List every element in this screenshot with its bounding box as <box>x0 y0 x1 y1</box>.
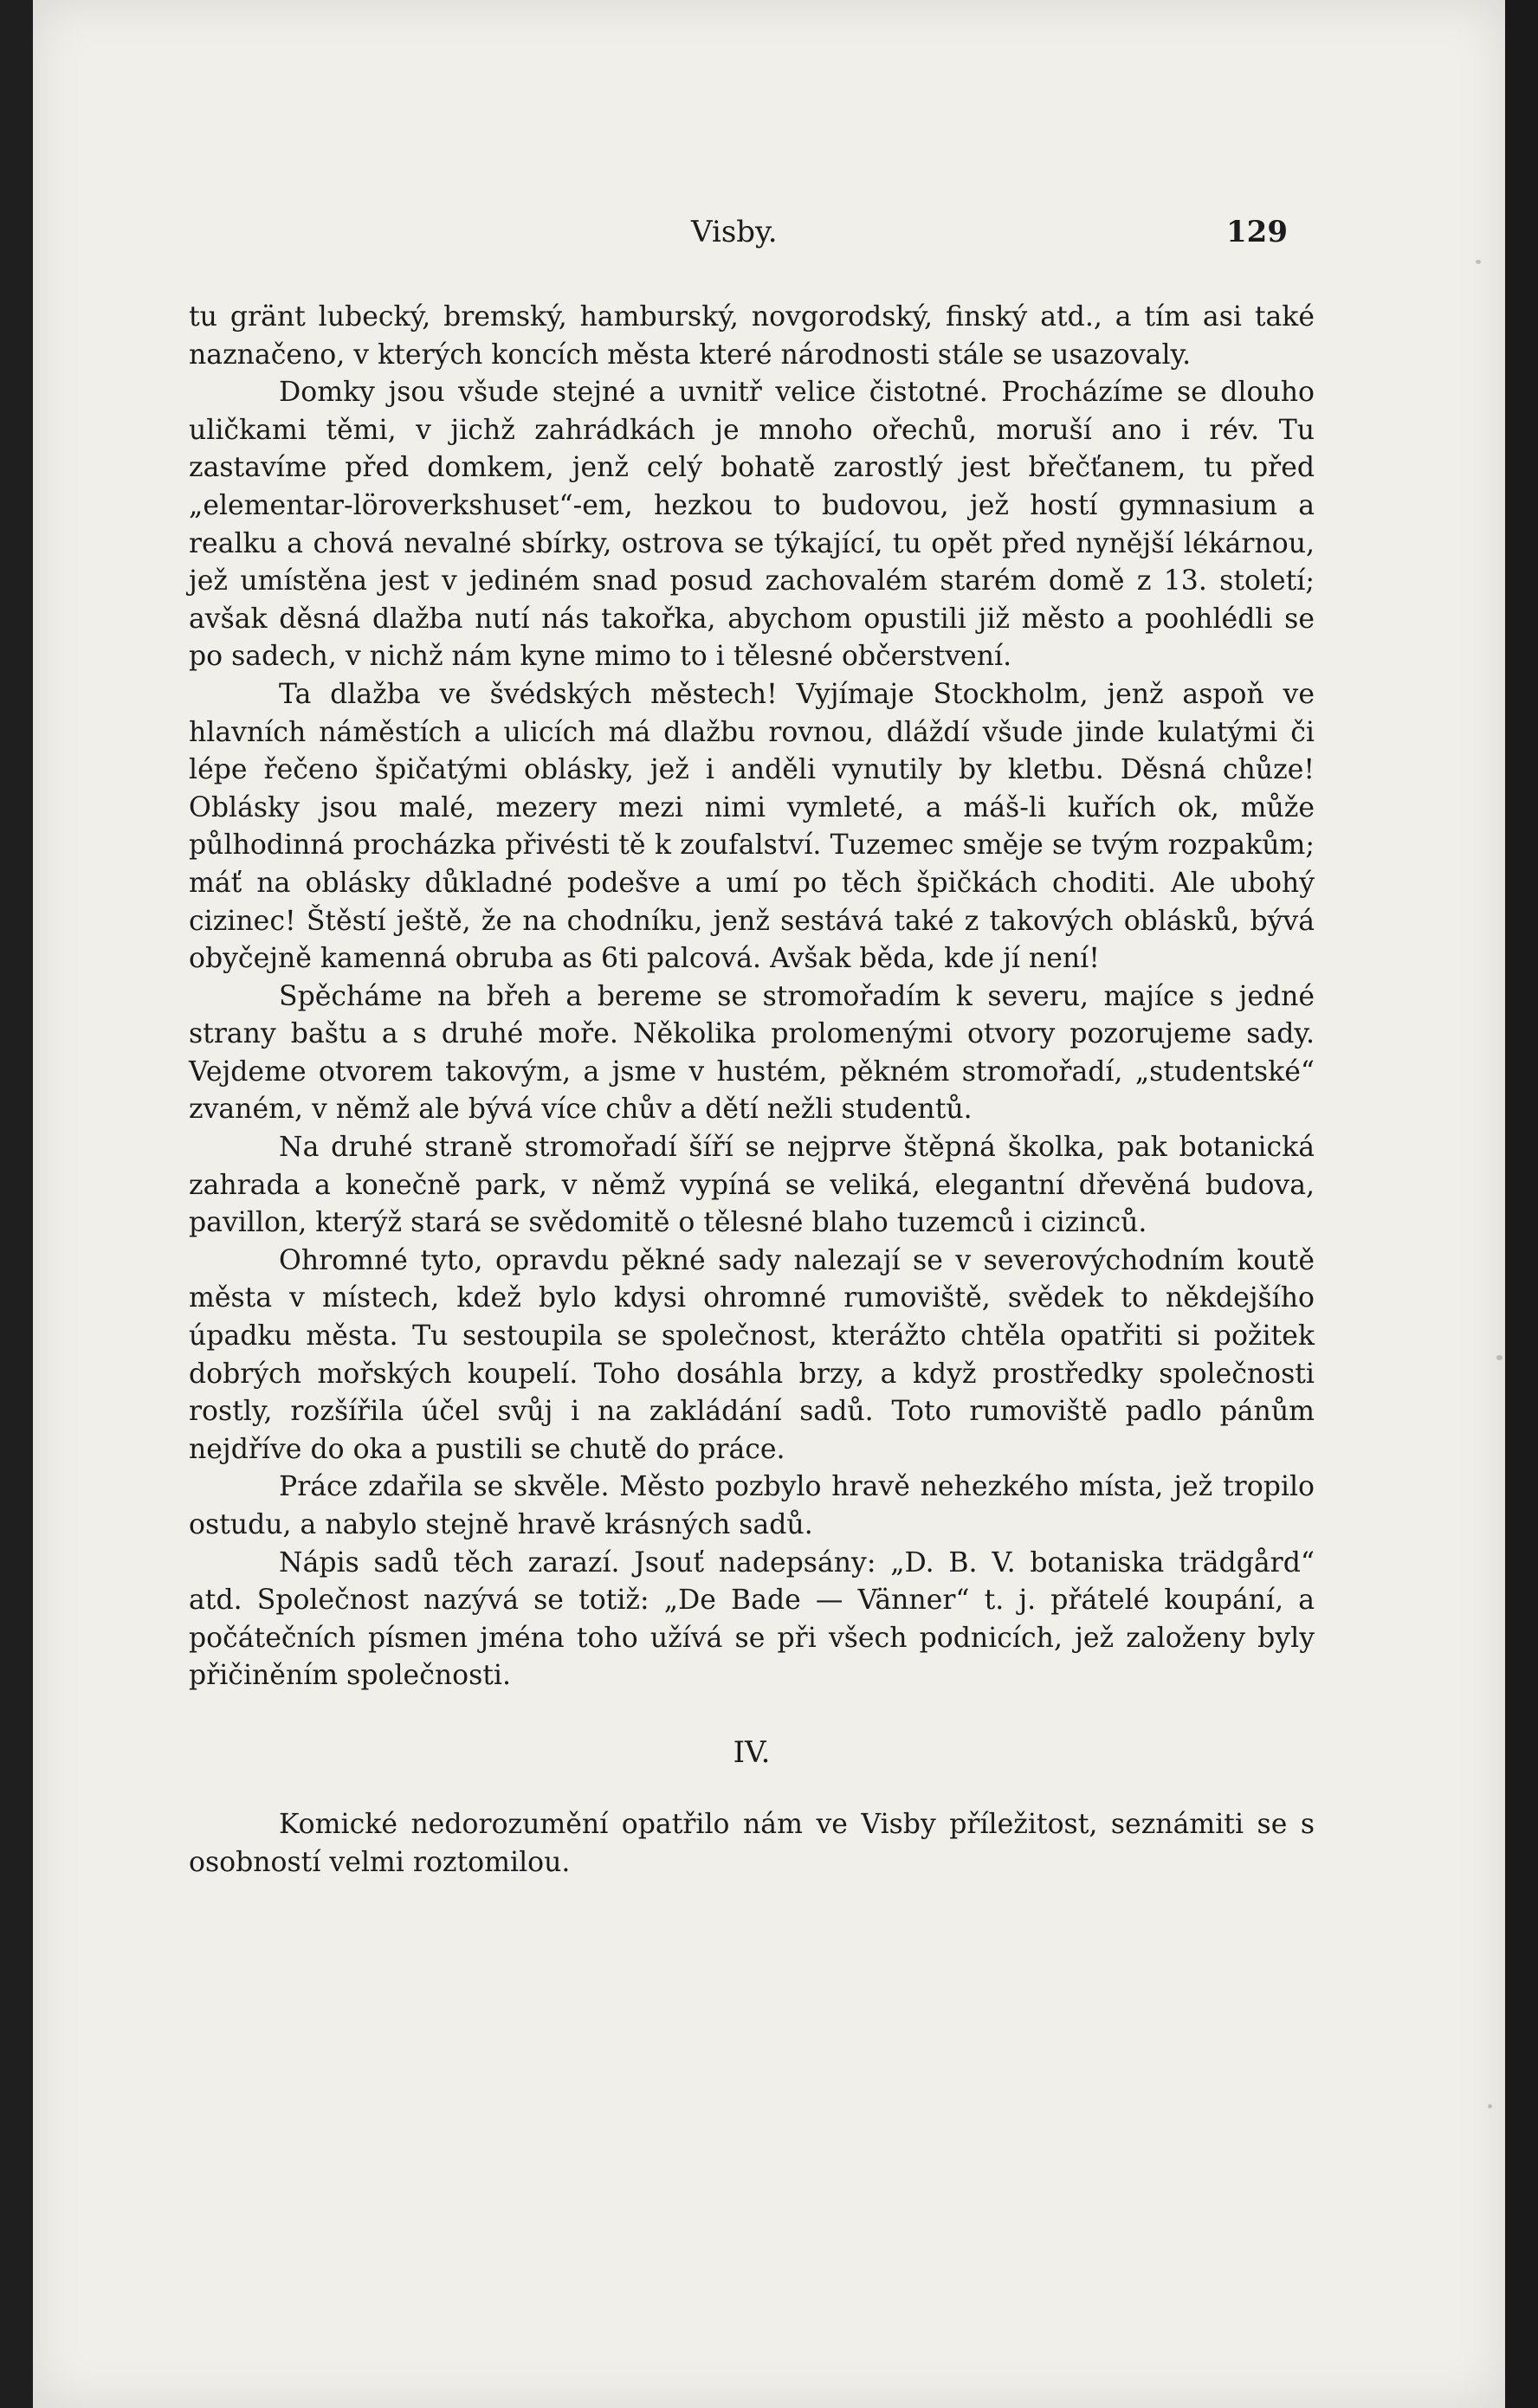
paragraph-6: Ohromné tyto, opravdu pěkné sady nalezají se v severovýchodním koutě města v místech, kdež bylo kdysi ohromné rumoviště, svědek to někdejšího úpadku města. Tu sestoupila se společnost, kterážto chtěla opatřiti si požitek dobrých mořských koupelí. Toho dosáhla brzy, a když prostředky společnosti rostly, rozšířila účel svůj i na zakládání sadů. Toto rumoviště padlo pánům nejdříve do oka a pustili se chutě do práce. <box>189 1244 1315 1465</box>
body-text <box>189 299 1315 1882</box>
paragraph-4: Spěcháme na břeh a bereme se stromořadím k severu, majíce s jedné strany baštu a s druhé moře. Několika prolomenými otvory pozorujeme sady. Vejdeme otvorem takovým, a jsme v hustém, pěkném stromořadí, „studentské“ zvaném, v němž ale bývá více chův a dětí nežli studentů. <box>189 980 1315 1126</box>
book-page <box>33 0 1505 2408</box>
paragraph-3: Ta dlažba ve švédských městech! Vyjímaje Stockholm, jenž aspoň ve hlavních náměstích a ulicích má dlažbu rovnou, dláždí všude jinde kulatými či lépe řečeno špičatými oblásky, jež i anděli vynutily by kletbu. Děsná chůze! Oblásky jsou malé, mezery mezi nimi vymleté, a máš-li kuřích ok, může půlhodinná procházka přivésti tě k zoufalství. Tuzemec směje se tvým rozpakům; máť na oblásky důkladné podešve a umí po těch špičkách choditi. Ale ubohý cizinec! Štěstí ještě, že na chodníku, jenž sestává také z takových oblásků, bývá obyčejně kamenná obruba as 6ti palcová. Avšak běda, kde jí není! <box>189 678 1315 975</box>
header-title: Visby. <box>691 215 778 249</box>
paragraph-5: Na druhé straně stromořadí šíří se nejprve štěpná školka, pak botanická zahrada a konečně park, v němž vypíná se veliká, elegantní dřevěná budova, pavillon, kterýž stará se svědomitě o tělesné blaho tuzemců i cizinců. <box>189 1132 1315 1239</box>
closing-paragraph: Komické nedorozumění opatřilo nám ve Visby příležitost, seznámiti se s osobností velmi roztomilou. <box>189 1808 1315 1878</box>
paragraph-7: Práce zdařila se skvěle. Město pozbylo hravě nehezkého místa, jež tropilo ostudu, a nabylo stejně hravě krásných sadů. <box>189 1471 1315 1540</box>
page-number: 129 <box>1226 215 1288 249</box>
paragraph-1: tu gränt lubecký, bremský, hamburský, novgorodský, finský atd., a tím asi také naznačeno, v kterých koncích města které národnosti stále se usazovaly. <box>189 301 1315 371</box>
scan-border <box>1505 0 1538 2408</box>
scan-speck <box>1496 1355 1502 1360</box>
scan-speck <box>1488 2104 1492 2108</box>
paragraph-2: Domky jsou všude stejné a uvnitř velice čistotné. Procházíme se dlouho uličkami těmi, v jichž zahrádkách je mnoho ořechů, moruší ano i rév. Tu zastavíme před domkem, jenž celý bohatě zarostlý jest břečťanem, tu před „elementar-löroverkshuset“-em, hezkou to budovou, jež hostí gymnasium a realku a chová nevalné sbírky, ostrova se týkající, tu opět před nynější lékárnou, jež umístěna jest v jediném snad posud zachovalém starém domě z 13. století; avšak děsná dlažba nutí nás takořka, abychom opustili již město a poohlédli se po sadech, v nichž nám kyne mimo to i tělesné občerstvení. <box>189 377 1315 673</box>
scan-speck <box>1476 260 1481 264</box>
paragraph-8: Nápis sadů těch zarazí. Jsouť nadepsány: „D. B. V. botaniska trädgård“ atd. Společnost nazývá se totiž: „De Bade — Vänner“ t. j. přátelé koupání, a počátečních písmen jména toho užívá se při všech podnicích, jež založeny byly přičiněním společnosti. <box>189 1546 1315 1692</box>
running-header <box>33 215 1505 258</box>
section-heading: IV. <box>733 1734 771 1770</box>
